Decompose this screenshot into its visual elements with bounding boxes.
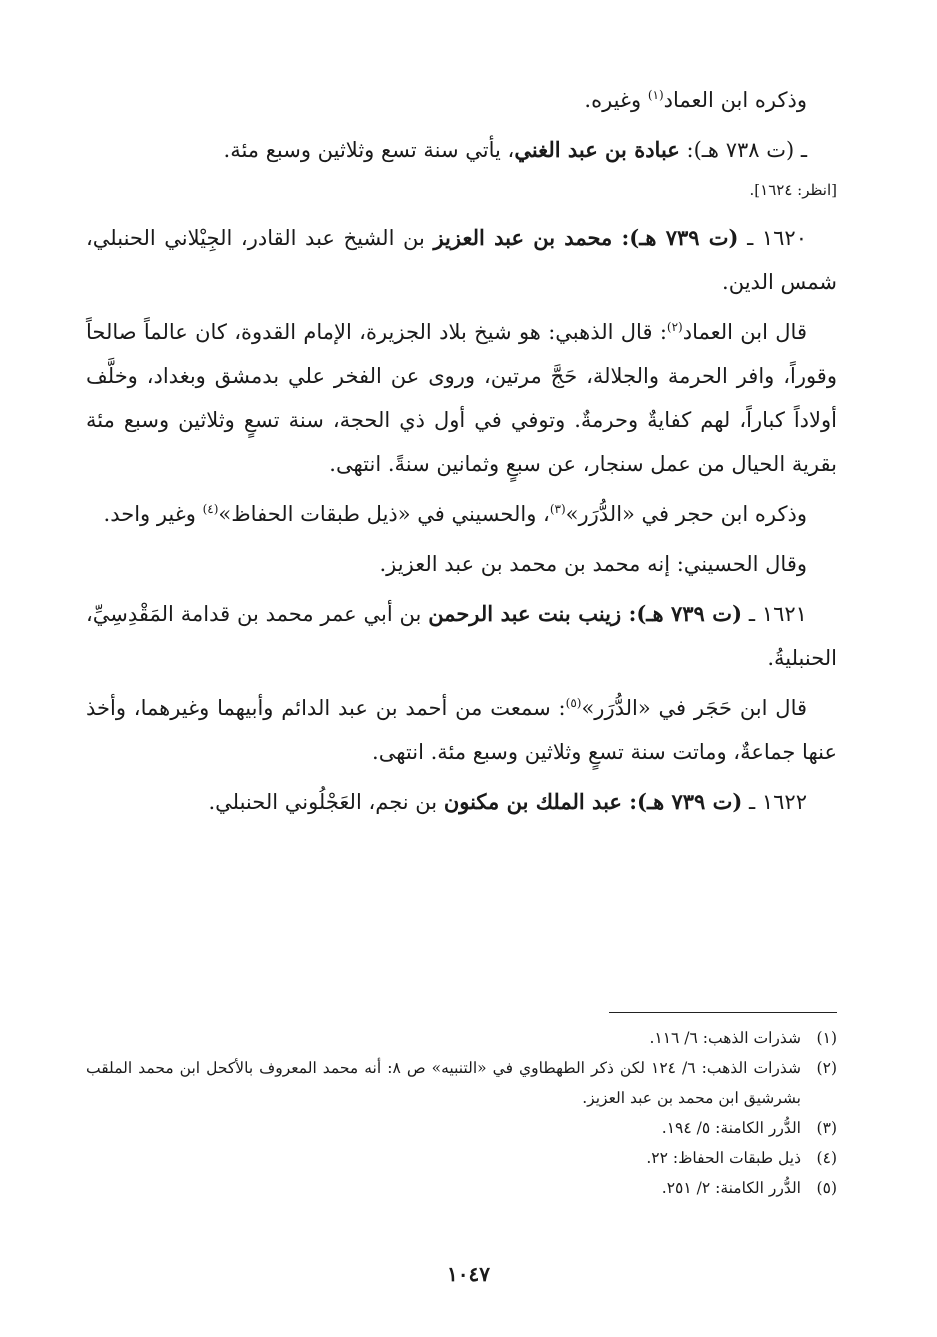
footnote-marker: (٤) xyxy=(202,502,219,516)
text-run: : سمعت من أحمد بن عبد الدائم وأبيهما وغيرهما، وأخذ عنها جماعةٌ، وماتت سنة تسعٍ وثلاثين وسبع مئة. انتهى. xyxy=(86,696,837,764)
entry-heading: (ت ٧٣٩ هـ): زينب بنت عبد الرحمن xyxy=(428,601,743,626)
footnote xyxy=(86,1023,837,1053)
footnote-number: (١) xyxy=(816,1029,837,1047)
footnote-text: شذرات الذهب: ٦/ ١٢٤ لكن ذكر الطهطاوي في «التنبيه» ص ٨: أنه محمد المعروف بالأكحل ابن محمد الملقب بشرشيق ابن محمد بن عبد العزيز. xyxy=(86,1059,802,1107)
footnote-text: الدُّرر الكامنة: ٢/ ٢٥١. xyxy=(661,1179,801,1197)
footnote xyxy=(86,1173,837,1203)
footnote xyxy=(86,1143,837,1173)
cross-reference xyxy=(86,174,837,206)
footnote-marker: (٥) xyxy=(565,696,582,710)
text-run: ١٦٢١ ـ xyxy=(742,602,807,626)
footnote xyxy=(86,1053,837,1113)
text-run: بن الشيخ عبد القادر، الجِيْلاني الحنبلي، شمس الدين. xyxy=(86,226,837,294)
text-run: بن أبي عمر محمد بن قدامة المَقْدِسِيِّ، الحنبليةُ. xyxy=(86,602,837,670)
text-run: [انظر: ١٦٢٤]. xyxy=(749,181,837,199)
footnote-number: (٣) xyxy=(816,1119,837,1137)
text-run: قال ابن حَجَر في «الدُّرَر» xyxy=(581,696,808,720)
footnote-text: شذرات الذهب: ٦/ ١١٦. xyxy=(649,1029,801,1047)
footnote-number: (٢) xyxy=(816,1059,837,1077)
paragraph xyxy=(86,78,837,122)
footnote-number: (٤) xyxy=(816,1149,837,1167)
text-run: قال ابن العماد xyxy=(682,320,807,344)
footnote-text: ذيل طبقات الحفاظ: ٢٢. xyxy=(646,1149,801,1167)
entry-heading: (ت ٧٣٩ هـ): عبد الملك بن مكنون xyxy=(443,789,743,814)
text-run: ـ (ت ٧٣٨ هـ): xyxy=(679,138,807,162)
text-run: ١٦٢٢ ـ xyxy=(742,790,807,814)
paragraph xyxy=(86,542,837,586)
footnote-list xyxy=(86,1023,837,1203)
text-run: وذكره ابن حجر في «الدُّرَر» xyxy=(565,502,807,526)
text-run: ١٦٢٠ ـ xyxy=(738,226,807,250)
footnote xyxy=(86,1113,837,1143)
footnote-marker: (٣) xyxy=(549,502,566,516)
text-run: وقال الحسيني: إنه محمد بن محمد بن عبد العزيز. xyxy=(379,552,807,576)
text-run: : قال الذهبي: هو شيخ بلاد الجزيرة، الإمام القدوة، كان عالماً صالحاً وقوراً، وافر الحرمة والجلالة، حَجَّ مرتين، وروى عن الفخر علي بدمشق وبغداد، وخلَّف أولاداً كباراً، لهم كفايةٌ وحرمةٌ. وتوفي في أول ذي الحجة، سنة تسعٍ وثلاثين وسبع مئة بقرية الحيال من عمل سنجار، عن سبعٍ وثمانين سنةً. انتهى. xyxy=(86,320,837,476)
paragraph xyxy=(86,686,837,774)
text-run: وذكره ابن العماد xyxy=(663,88,807,112)
paragraph xyxy=(86,128,837,172)
page-number: ١٠٤٧ xyxy=(447,1262,490,1286)
text-run: ، يأتي سنة تسع وثلاثين وسبع مئة. xyxy=(223,138,515,162)
footnote-text: الدُّرر الكامنة: ٥/ ١٩٤. xyxy=(661,1119,801,1137)
paragraph xyxy=(86,492,837,536)
footnote-marker: (٢) xyxy=(666,320,683,334)
footnote-number: (٥) xyxy=(816,1179,837,1197)
text-run: ، والحسيني في «ذيل طبقات الحفاظ» xyxy=(218,502,550,526)
footnote-separator xyxy=(609,1012,837,1013)
text-run: وغيره. xyxy=(584,88,648,112)
paragraph xyxy=(86,592,837,680)
footnotes-section xyxy=(86,1012,837,1203)
entry-heading: (ت ٧٣٩ هـ): محمد بن عبد العزيز xyxy=(433,225,739,250)
entry-heading: عبادة بن عبد الغني xyxy=(514,137,680,162)
paragraph xyxy=(86,780,837,824)
footnote-marker: (١) xyxy=(647,88,664,102)
text-run: وغير واحد. xyxy=(103,502,203,526)
text-run: بن نجم، العَجْلُوني الحنبلي. xyxy=(208,790,444,814)
paragraph xyxy=(86,310,837,486)
paragraph xyxy=(86,216,837,304)
main-text xyxy=(86,78,837,824)
